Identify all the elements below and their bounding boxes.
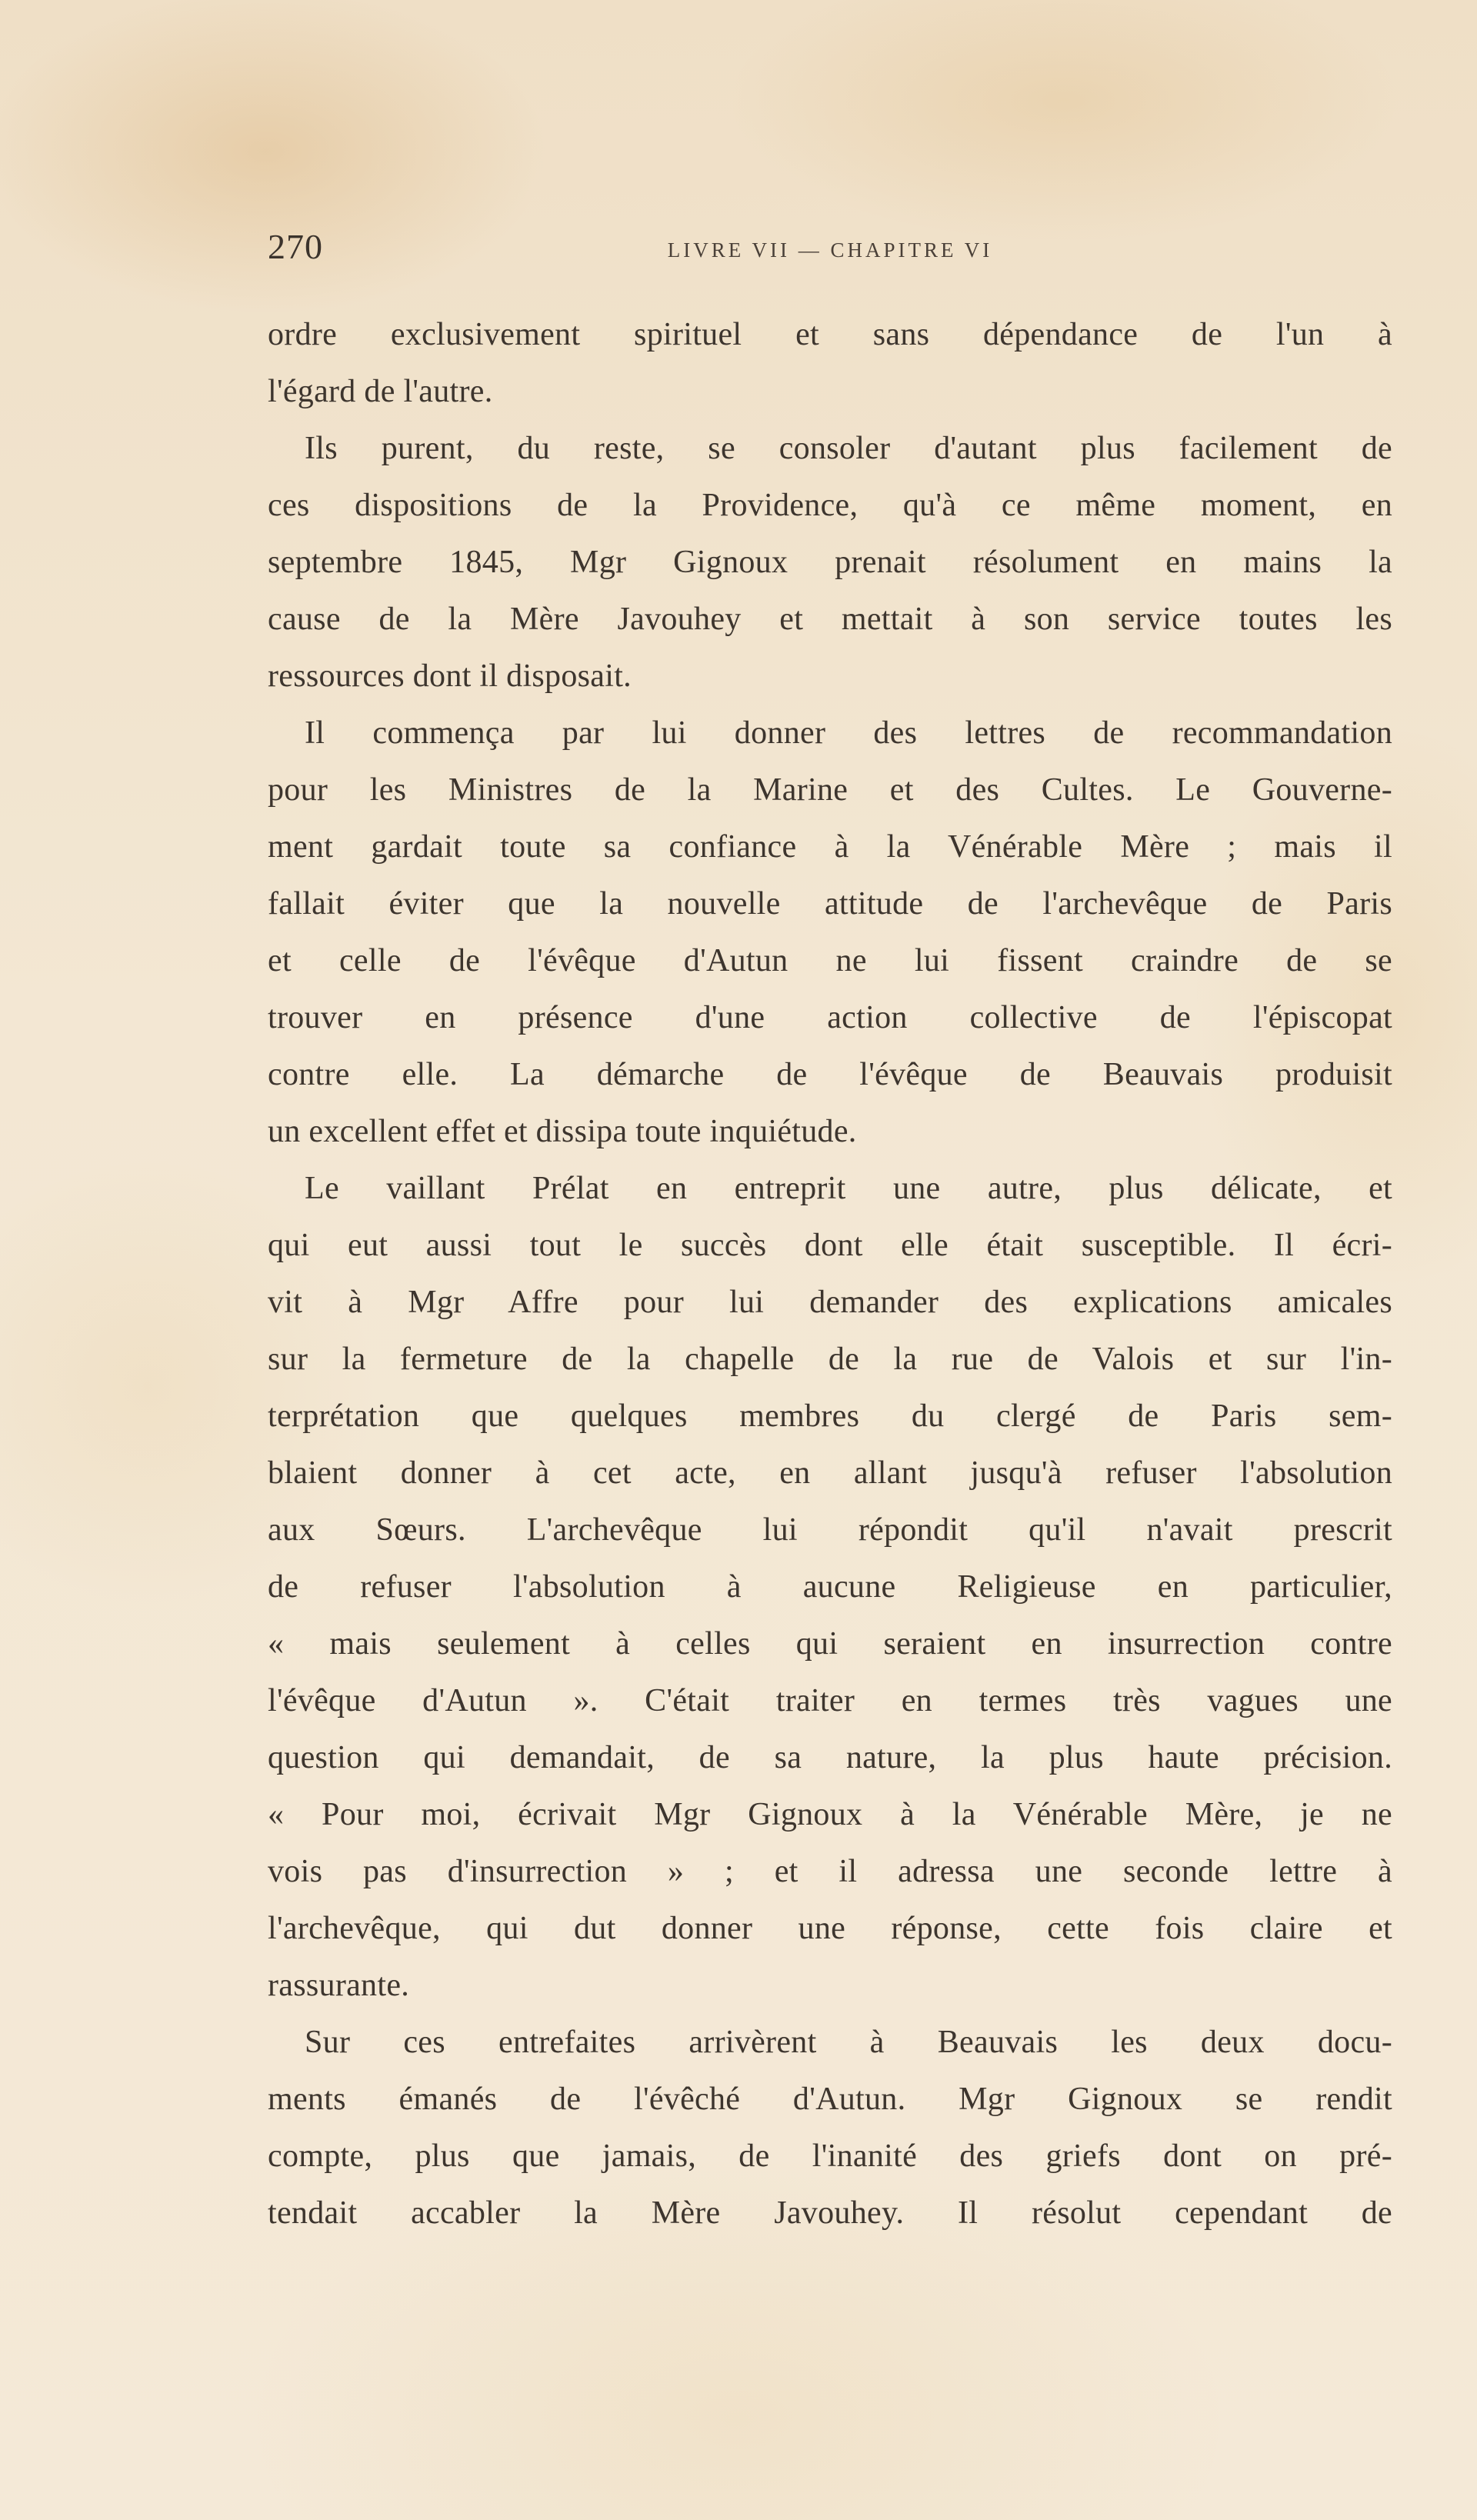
text-line: « mais seulement à celles qui seraient en insurrection contre (268, 1626, 1392, 1662)
text-line: et celle de l'évêque d'Autun ne lui fissent craindre de se (268, 943, 1392, 978)
text-line: ressources dont il disposait. (268, 658, 632, 694)
text-line: Il commença par lui donner des lettres de recommandation (305, 715, 1392, 751)
text-line: ments émanés de l'évêché d'Autun. Mgr Gignoux se rendit (268, 2082, 1392, 2117)
text-line: compte, plus que jamais, de l'inanité des griefs dont on pré- (268, 2138, 1392, 2174)
text-line: ment gardait toute sa confiance à la Vénérable Mère ; mais il (268, 829, 1392, 865)
text-line: aux Sœurs. L'archevêque lui répondit qu'il n'avait prescrit (268, 1512, 1392, 1548)
text-line: « Pour moi, écrivait Mgr Gignoux à la Vénérable Mère, je ne (268, 1797, 1392, 1832)
text-line: de refuser l'absolution à aucune Religieuse en particulier, (268, 1569, 1392, 1605)
page-number: 270 (268, 227, 323, 266)
text-line: cause de la Mère Javouhey et mettait à son service toutes les (268, 602, 1392, 637)
text-line: terprétation que quelques membres du clergé de Paris sem- (268, 1398, 1392, 1434)
text-line: fallait éviter que la nouvelle attitude de l'archevêque de Paris (268, 886, 1392, 922)
text-line: Le vaillant Prélat en entreprit une autre, plus délicate, et (305, 1171, 1392, 1206)
text-line: blaient donner à cet acte, en allant jusqu'à refuser l'absolution (268, 1455, 1392, 1491)
text-line: l'égard de l'autre. (268, 374, 493, 409)
text-line: contre elle. La démarche de l'évêque de Beauvais produisit (268, 1057, 1392, 1092)
text-line: sur la fermeture de la chapelle de la rue de Valois et sur l'in- (268, 1342, 1392, 1377)
text-line: trouver en présence d'une action collective de l'épiscopat (268, 1000, 1392, 1035)
text-line: ordre exclusivement spirituel et sans dépendance de l'un à (268, 317, 1392, 352)
running-title: LIVRE VII — CHAPITRE VI (667, 238, 993, 262)
text-line: pour les Ministres de la Marine et des Cultes. Le Gouverne- (268, 772, 1392, 808)
text-line: vit à Mgr Affre pour lui demander des explications amicales (268, 1285, 1392, 1320)
body-text (268, 306, 1392, 2242)
running-head (268, 223, 1392, 269)
text-line: rassurante. (268, 1968, 410, 2003)
text-line: tendait accabler la Mère Javouhey. Il résolut cependant de (268, 2195, 1392, 2231)
text-line: un excellent effet et dissipa toute inquiétude. (268, 1114, 857, 1149)
text-line: question qui demandait, de sa nature, la plus haute précision. (268, 1740, 1392, 1775)
text-line: l'évêque d'Autun ». C'était traiter en termes très vagues une (268, 1683, 1392, 1718)
text-line: qui eut aussi tout le succès dont elle était susceptible. Il écri- (268, 1228, 1392, 1263)
text-line: Ils purent, du reste, se consoler d'autant plus facilement de (305, 431, 1392, 466)
text-line: l'archevêque, qui dut donner une réponse, cette fois claire et (268, 1911, 1392, 1946)
text-line: septembre 1845, Mgr Gignoux prenait résolument en mains la (268, 545, 1392, 580)
text-line: Sur ces entrefaites arrivèrent à Beauvais les deux docu- (305, 2025, 1392, 2060)
text-line: vois pas d'insurrection » ; et il adressa une seconde lettre à (268, 1854, 1392, 1889)
text-line: ces dispositions de la Providence, qu'à ce même moment, en (268, 488, 1392, 523)
